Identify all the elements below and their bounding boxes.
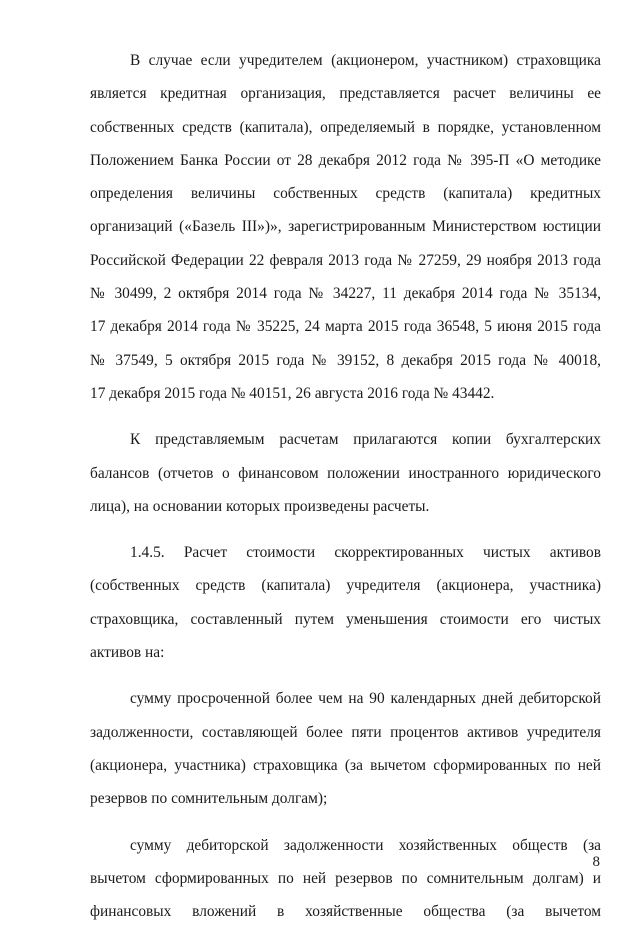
paragraph-credit-org (90, 44, 601, 410)
text-line: страховщика, составленный путем уменьшения стоимости его чистых (90, 610, 601, 628)
text-line: собственных средств (капитала), определяемый в порядке, установленном (90, 118, 601, 136)
text-line: вычетом сформированных по ней резервов по сомнительным долгам) и (90, 869, 601, 887)
text-line: Российской Федерации 22 февраля 2013 года № 27259, 29 ноября 2013 года (90, 251, 601, 269)
text-line: 1.4.5. Расчет стоимости скорректированных чистых активов (130, 544, 601, 562)
paragraph-overdue-receivables (90, 682, 601, 815)
text-line: определения величины собственных средств (капитала) кредитных (90, 185, 601, 203)
text-line: сумму просроченной более чем на 90 календарных дней дебиторской (130, 690, 601, 708)
text-line: К представляемым расчетам прилагаются копии бухгалтерских (130, 431, 601, 449)
text-line: активов на: (90, 644, 165, 662)
text-line: является кредитная организация, представляется расчет величины ее (90, 85, 601, 103)
text-line: сумму дебиторской задолженности хозяйственных обществ (за (130, 836, 601, 854)
text-line: В случае если учредителем (акционером, участником) страховщика (130, 52, 601, 69)
text-line: (акционера, участника) страховщика (за вычетом сформированных по ней (90, 756, 601, 774)
text-line: № 37549, 5 октября 2015 года № 39152, 8 декабря 2015 года № 40018, (90, 351, 601, 369)
text-line: балансов (отчетов о финансовом положении иностранного юридического (90, 464, 601, 482)
document-body (90, 44, 601, 941)
text-line: задолженности, составляющей более пяти процентов активов учредителя (90, 723, 601, 741)
text-line: (собственных средств (капитала) учредителя (акционера, участника) (90, 577, 601, 595)
text-line: 17 декабря 2015 года № 40151, 26 августа 2016 года № 43442. (90, 384, 495, 402)
text-line: лица), на основании которых произведены расчеты. (90, 497, 430, 515)
paragraph-section-1-4-5 (90, 536, 601, 669)
page-number: 8 (592, 854, 600, 870)
text-line: резервов по сомнительным долгам); (90, 790, 328, 808)
text-line: финансовых вложений в хозяйственные общества (за вычетом (90, 903, 601, 921)
text-line: № 30499, 2 октября 2014 года № 34227, 11 декабря 2014 года № 35134, (90, 285, 601, 303)
paragraph-business-receivables (90, 829, 601, 929)
text-line: Положением Банка России от 28 декабря 2012 года № 395-П «О методике (90, 151, 601, 169)
paragraph-attachments (90, 423, 601, 523)
text-line: организаций («Базель III»)», зарегистрированным Министерством юстиции (90, 218, 601, 236)
text-line: 17 декабря 2014 года № 35225, 24 марта 2015 года 36548, 5 июня 2015 года (90, 318, 601, 336)
